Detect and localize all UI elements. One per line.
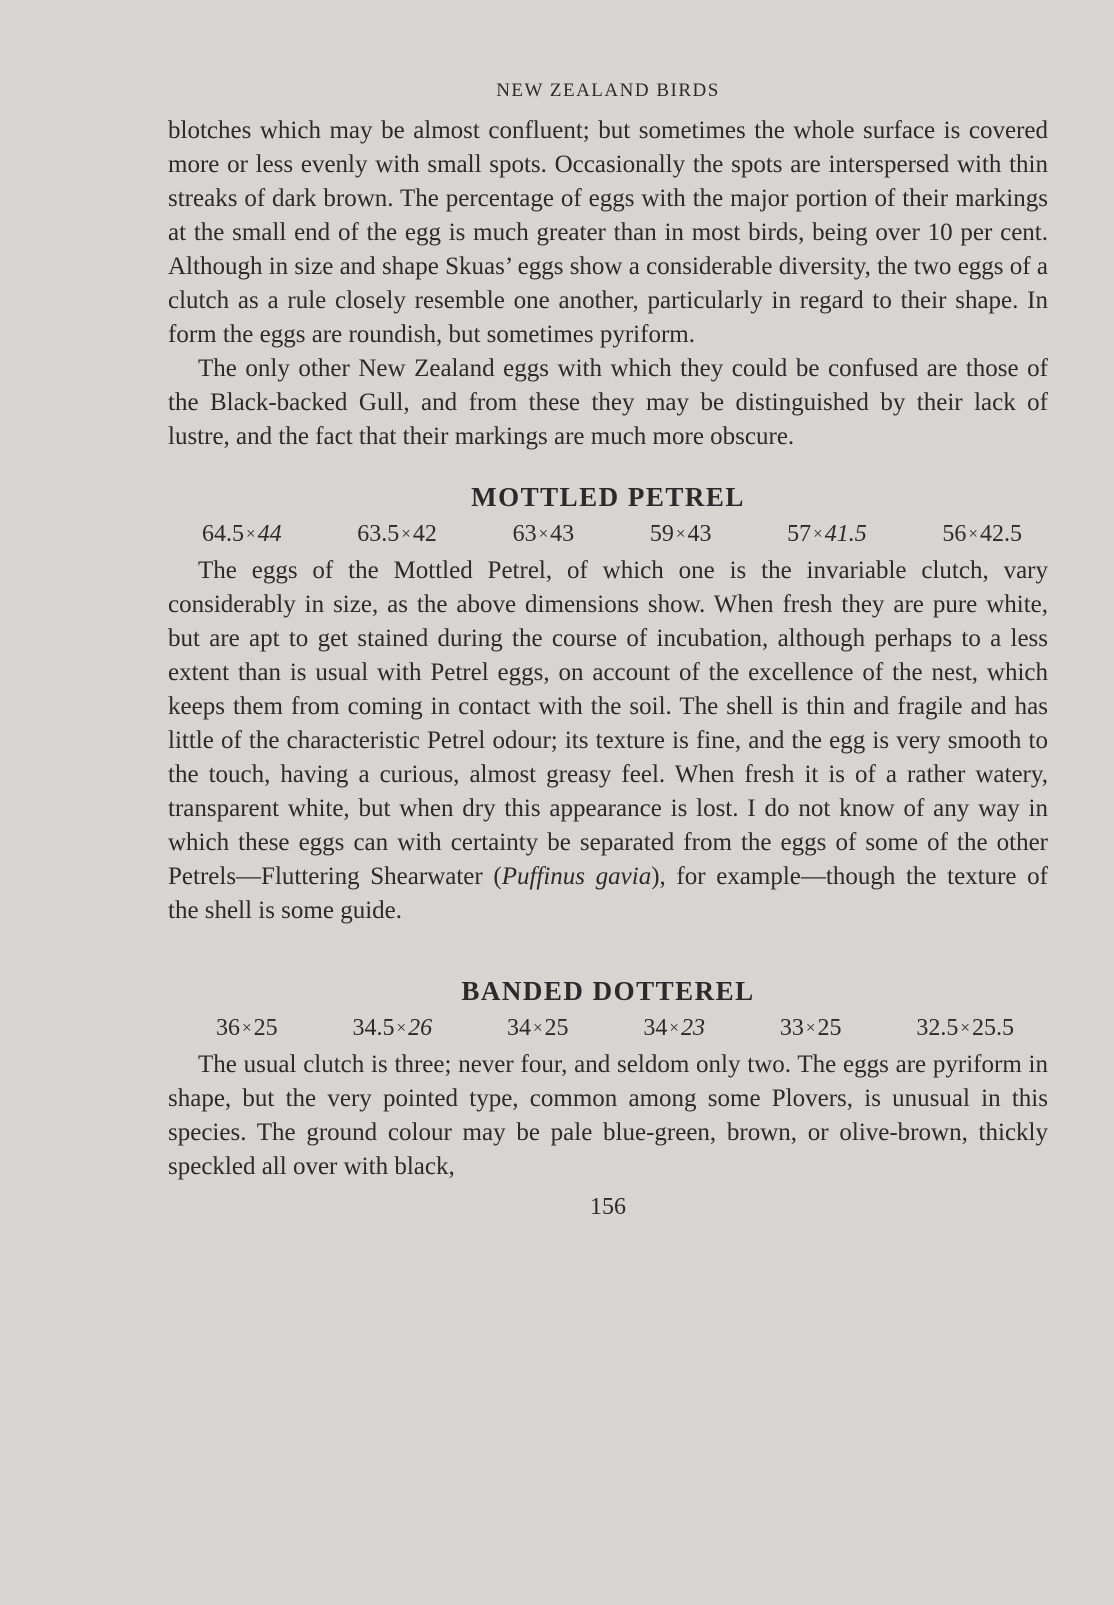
section-title-banded-dotterel: BANDED DOTTEREL [461, 976, 755, 1006]
species-name: Puffinus gavia [501, 863, 652, 890]
egg-dimensions-mottled-petrel [168, 514, 1048, 554]
dimension-item: 32.5 ×25.5 [916, 1015, 1014, 1041]
dimension-item: 64.5 ×44 [202, 521, 282, 547]
dimension-item: 57 ×41.5 [787, 521, 867, 547]
section-title-mottled-petrel: MOTTLED PETREL [471, 482, 745, 512]
book-page [168, 78, 1048, 1224]
paragraph-mottled-petrel: The eggs of the Mottled Petrel, of which one is the invariable clutch, vary considerably in size, as the above dimensions show. When fresh they are pure white, but are apt to get stained during the course of incubation, although perhaps to a less extent than is usual with Petrel eggs, on account of the excellence of the nest, which keeps them from coming in contact with the soil. The shell is thin and fragile and has little of the characteristic Petrel odour; its texture is fine, and the egg is very smooth to the touch, having a curious, almost greasy feel. When fresh it is of a rather watery, transparent white, but when dry this appearance is lost. I do not know of any way in which these eggs can with certainty be separated from the eggs of some of the other Petrels—Fluttering Shearwater (Puffinus gavia), for example—though the texture of the shell is some guide. [168, 557, 1048, 924]
dimension-item: 63.5 ×42 [357, 521, 437, 547]
paragraph-skua-continued: blotches which may be almost confluent; but sometimes the whole surface is covered more or less evenly with small spots. Occasionally the spots are interspersed with thin streaks of dark brown. The percentage of eggs with the major portion of their markings at the small end of the egg is much greater than in most birds, being over 10 per cent. Although in size and shape Skuas’ eggs show a considerable diversity, the two eggs of a clutch as a rule closely resemble one another, particularly in regard to their shape. In form the eggs are roundish, but sometimes pyriform. [168, 117, 1048, 348]
dimension-item: 36 ×25 [216, 1015, 278, 1041]
running-head: NEW ZEALAND BIRDS [496, 80, 720, 101]
dimension-item: 33 ×25 [779, 1015, 842, 1041]
paragraph-skua-confusion: The only other New Zealand eggs with which they could be confused are those of the Black-backed Gull, and from these they may be distinguished by their lack of lustre, and the fact that their markings are much more obscure. [168, 355, 1048, 450]
dimension-item: 56 ×42.5 [942, 521, 1022, 547]
dimension-item: 59 ×43 [649, 521, 712, 547]
page-number: 156 [590, 1194, 626, 1220]
dimension-item: 63 ×43 [512, 521, 575, 547]
dimension-item: 34 ×23 [643, 1015, 705, 1041]
paragraph-banded-dotterel: The usual clutch is three; never four, and seldom only two. The eggs are pyriform in shape, but the very pointed type, common among some Plovers, is unusual in this species. The ground colour may be pale blue-green, brown, or olive-brown, thickly speckled all over with black, [168, 1051, 1048, 1180]
dimension-item: 34.5 ×26 [352, 1015, 433, 1041]
dimension-item: 34 ×25 [506, 1015, 569, 1041]
egg-dimensions-banded-dotterel [168, 1008, 1048, 1048]
